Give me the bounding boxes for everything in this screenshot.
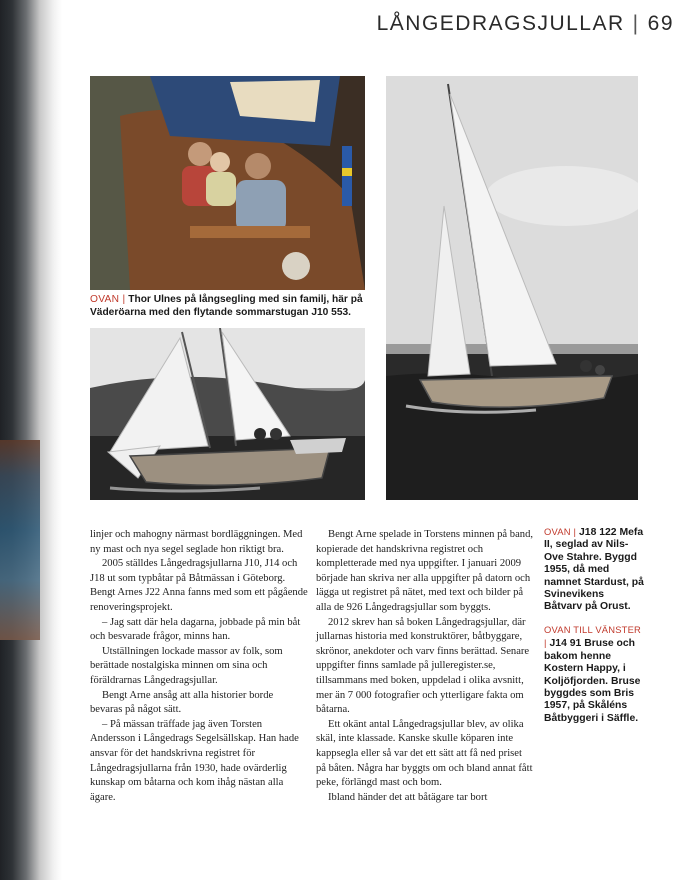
body-column-1 xyxy=(90,528,308,805)
header-separator: | xyxy=(632,12,640,35)
family-photo-illustration xyxy=(90,76,365,290)
caption-text: J14 91 Bruse och bakom henne Kostern Happy, i Koljöfjorden. Bruse byggdes som Bris 1957, på Skåléns Båtbyggeri i Säffle. xyxy=(544,638,641,724)
caption-text: Thor Ulnes på långsegling med sin familj, här på Väderöarna med den flytande sommarstugan J10 553. xyxy=(90,294,363,318)
caption-text: J18 122 Mefa II, seglad av Nils-Ove Stahre. Byggd 1955, då med namnet Stardust, på Svinevikens Båtvarv på Orust. xyxy=(544,527,644,613)
caption-j18-mefa xyxy=(544,526,644,614)
paragraph: Utställningen lockade massor av folk, som berättade nostalgiska minnen om sina och föräldrarnas Långedragsjullar. xyxy=(90,645,283,686)
body-column-2 xyxy=(316,528,534,805)
opposite-page-edge xyxy=(0,440,40,640)
family-photo-caption xyxy=(90,294,365,319)
sailboat-photo-illustration xyxy=(386,76,638,500)
paragraph: – Jag satt där hela dagarna, jobbade på min båt och besvarade frågor, minns han. xyxy=(90,616,301,643)
photo-sailboat-bruse xyxy=(90,328,365,500)
running-header xyxy=(377,12,674,36)
photo-sailboat-mefa xyxy=(386,76,638,500)
paragraph: Ett okänt antal Långedragsjullar blev, av olika skäl, inte klassade. Kanske skulle köparen inte kappsegla eller så var det ett sätt att få ned priset på båten. Några har byggts om och bland annat fått peke, förlängd mast och bom. xyxy=(316,718,533,789)
caption-j14-bruse xyxy=(544,624,644,725)
photo-family-on-boat xyxy=(90,76,365,290)
caption-prefix: OVAN TILL VÄNSTER | xyxy=(544,624,642,649)
header-title: LÅNGEDRAGSJULLAR xyxy=(376,12,625,35)
sailboat-bruse-illustration xyxy=(90,328,365,500)
paragraph: Ibland händer det att båtägare tar bort xyxy=(328,791,488,803)
paragraph: 2012 skrev han så boken Långedragsjullar, där jullarnas historia med konstruktörer, båtbyggare, skrönor, anekdoter och varv finns berättad. Senare uppgifter finns samlade på julleregister.se, tillsammans med boken, uppdelad i olika avsnitt, mer än 7 000 fotografier och ytterligare fakta om båtarna. xyxy=(316,616,530,716)
page-number: 69 xyxy=(647,12,674,35)
paragraph: 2005 ställdes Långedragsjullarna J10, J14 och J18 ut som typbåtar på Båtmässan i Göteborg. Bengt Arnes J22 Anna fanns med som ett pågående renoveringsprojekt. xyxy=(90,558,308,613)
paragraph: – På mässan träffade jag även Torsten Andersson i Långedrags Segelsällskap. Han hade ansvar för det handskrivna registret för Långedragsjullarna från 1930, hade ovärderlig kunskap om båtarna och kom ihåg nästan alla ägare. xyxy=(90,718,299,803)
caption-prefix: OVAN | xyxy=(544,526,577,537)
caption-prefix: OVAN | xyxy=(90,294,126,305)
paragraph: Bengt Arne ansåg att alla historier borde bevaras på något sätt. xyxy=(90,689,274,716)
paragraph: Bengt Arne spelade in Torstens minnen på band, kopierade det handskrivna registret och kompletterade med nya uppgifter. I januari 2009 började han skriva ner alla uppgifter på datorn och lägga ut registret på nätet, med text och bilder på alla de 926 Långedragsjullar som byggts. xyxy=(316,529,534,613)
paragraph: linjer och mahogny närmast bordläggningen. Med ny mast och nya segel seglade hon riktigt bra. xyxy=(90,529,303,555)
